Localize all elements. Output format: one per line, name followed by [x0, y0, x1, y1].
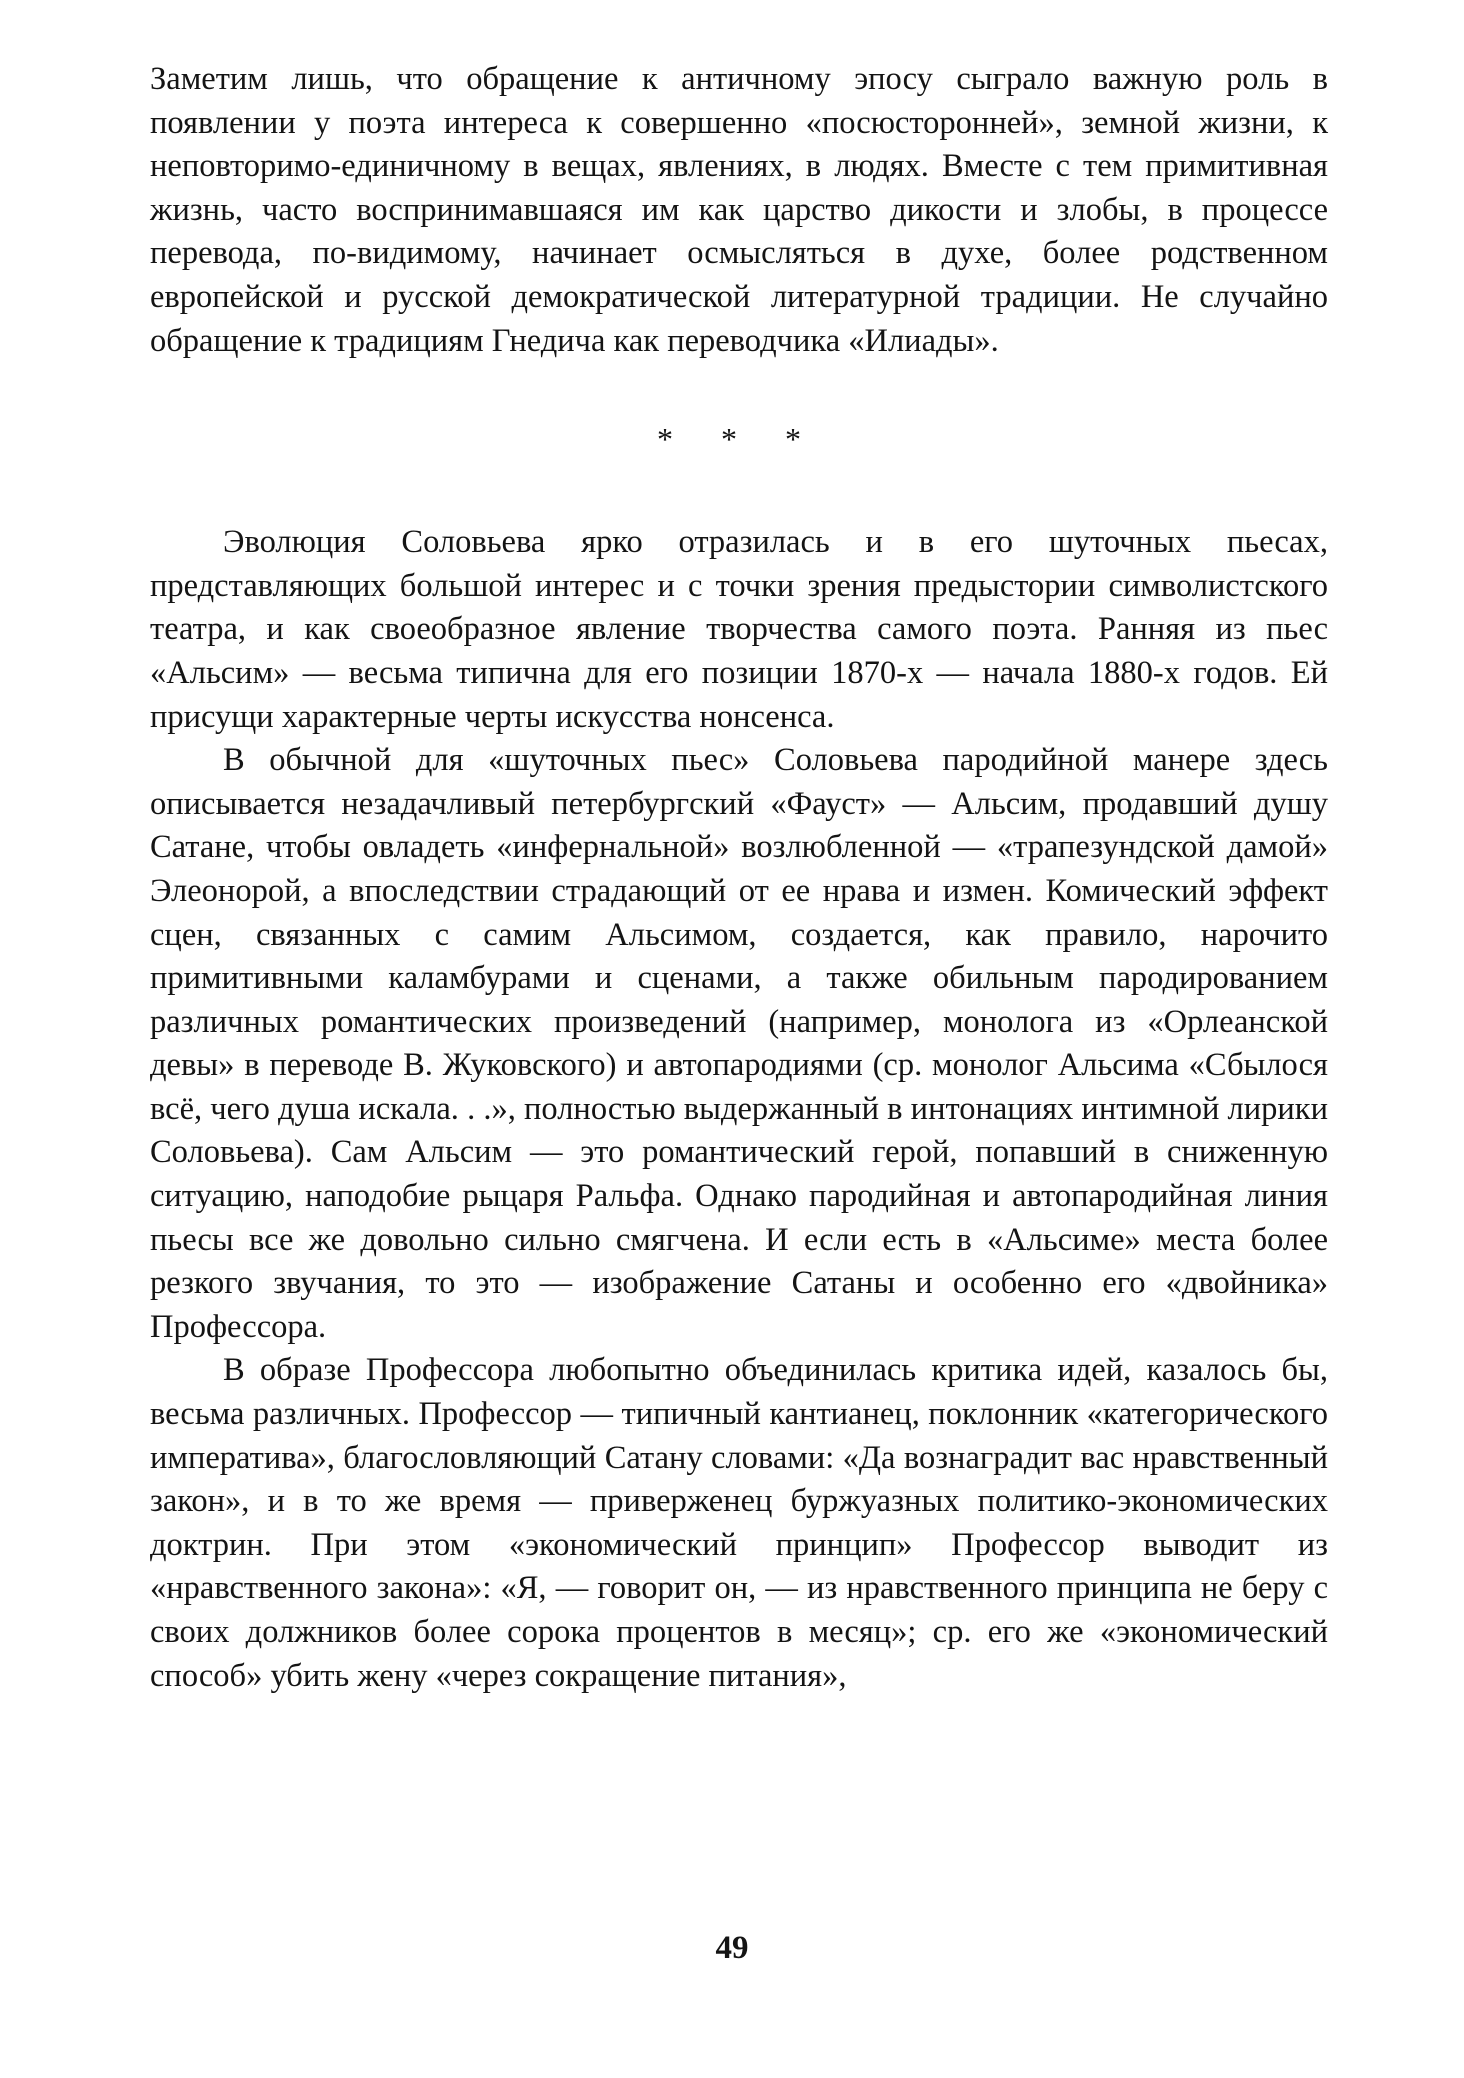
paragraph-alsim-parody: В обычной для «шуточных пьес» Соловьева пародийной манере здесь описывается незадачливый петербургский «Фауст» — Альсим, продавший душу Сатане, чтобы овладеть «инфернальной» возлюбленной — «трапезундской дамой» Элеонорой, а впоследствии страдающий от ее нрава и измен. Комический эффект сцен, связанных с самим Альсимом, создается, как правило, нарочито примитивными каламбурами и сценами, а также обильным пародированием различных романтических произведений (например, монолога из «Орлеанской девы» в переводе В. Жуковского) и автопародиями (ср. монолог Альсима «Сбылося всё, чего душа искала. . .», полностью выдержанный в интонациях интимной лирики Соловьева). Сам Альсим — это романтический герой, попавший в сниженную ситуацию, наподобие рыцаря Ральфа. Однако пародийная и автопародийная линия пьесы все же довольно сильно смягчена. И если есть в «Альсиме» места более резкого звучания, то это — изображение Сатаны и особенно его «двойника» Профессора. [150, 742, 1328, 1345]
paragraph-solovyov-evolution: Эволюция Соловьева ярко отразилась и в его шуточных пьесах, представляющих большой интерес и с точки зрения предыстории символистского театра, и как своеобразное явление творчества самого поэта. Ранняя из пьес «Альсим» — весьма типична для его позиции 1870-х — начала 1880-х годов. Ей присущи характерные черты искусства нонсенса. [150, 524, 1328, 735]
page-text-column [150, 58, 1328, 1698]
page-number: 49 [715, 1930, 749, 1966]
paragraph-professor-image: В образе Профессора любопытно объединилась критика идей, казалось бы, весьма различных. Профессор — типичный кантианец, поклонник «категорического императива», благословляющий Сатану словами: «Да вознаградит вас нравственный закон», и в то же время — приверженец буржуазных политико-экономических доктрин. При этом «экономический принцип» Профессор выводит из «нравственного закона»: «Я, — говорит он, — из нравственного принципа не беру с своих должников более сорока процентов в месяц»; ср. его же «экономический способ» убить жену «через сокращение питания», [150, 1352, 1328, 1694]
section-separator-asterisks: * * * [657, 421, 821, 458]
paragraph-antique-epic: Заметим лишь, что обращение к античному эпосу сыграло важную роль в появлении у поэта интереса к совершенно «посюсторонней», земной жизни, к неповторимо-единичному в вещах, явлениях, в людях. Вместе с тем примитивная жизнь, часто воспринимавшаяся им как царство дикости и злобы, в процессе перевода, по-видимому, начинает осмысляться в духе, более родственном европейской и русской демократической литературной традиции. Не случайно обращение к традициям Гнедича как переводчика «Илиады». [150, 61, 1328, 359]
